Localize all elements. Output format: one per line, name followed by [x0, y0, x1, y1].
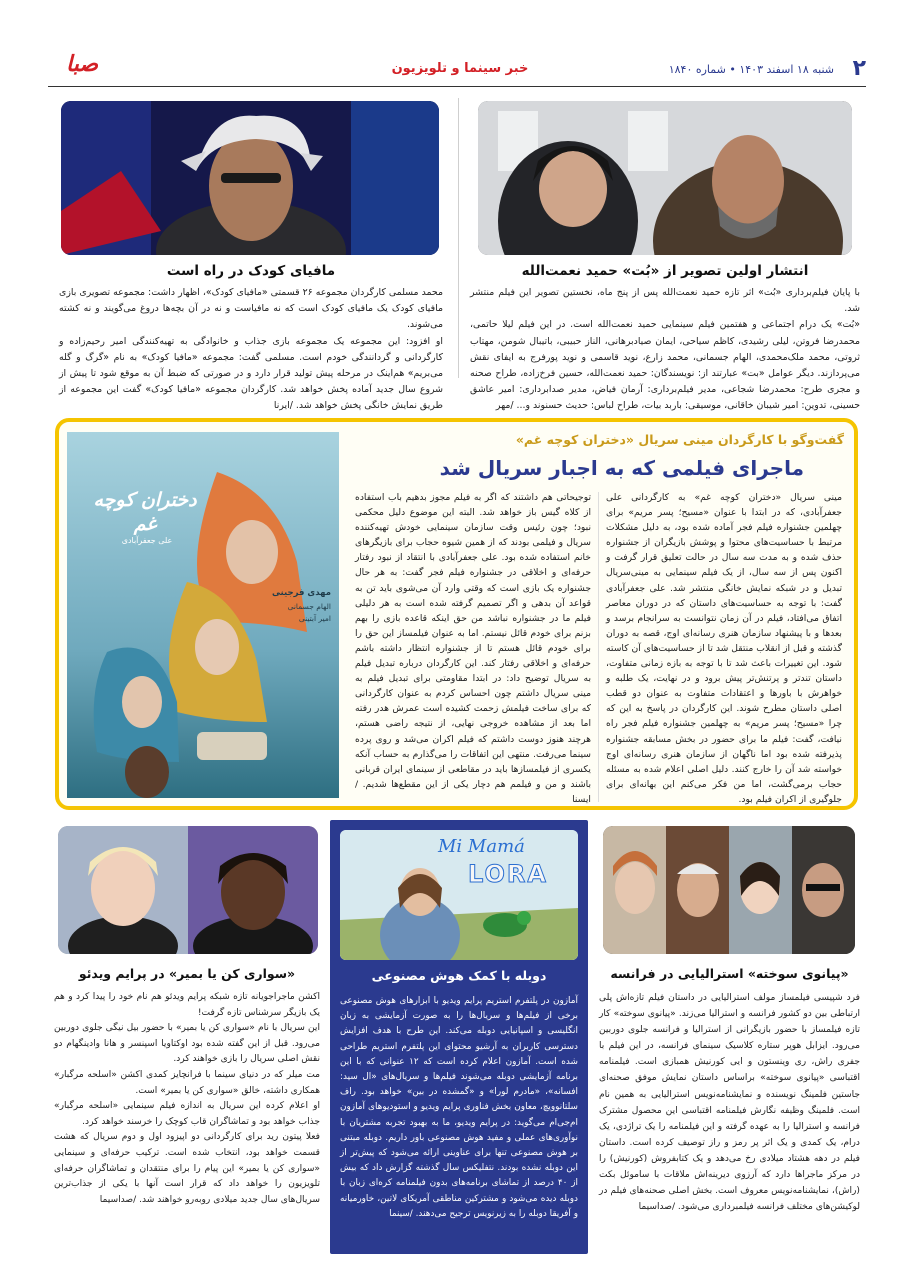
poster-name-3: امیر آبتینی: [298, 614, 331, 623]
article-ride-p4: او اعلام کرده این سریال به اندازه فیلم سینمایی «اسلحه مرگبار» جذاب خواهد بود و تماشاگران قاب کوچک را خرسند خواهد کرد.: [54, 1101, 320, 1127]
poster-name-1: مهدی فرجینی: [271, 588, 331, 598]
poster-title: دختران کوچه غم: [93, 489, 197, 535]
article-ride-body: [54, 990, 320, 1208]
article-bot-title: انتشار اولین تصویر از «بُت» حمید نعمت‌الله: [521, 263, 809, 279]
photo-bot-film: [478, 101, 852, 255]
article-ride-p1: اکشن ماجراجویانه تازه شبکه پرایم ویدئو هم نام خود را پیدا کرد و هم یک بازیگر سرشناس تازه گرفت!: [54, 992, 320, 1018]
article-dubbing: [330, 820, 588, 1254]
article-mafia-body: [59, 285, 443, 415]
article-dubbing-body: [340, 994, 578, 1222]
photo-ride-or-die-cast: [58, 826, 318, 954]
article-ride-p2: این سریال با نام «سواری کن یا بمیر» با حضور بیل نیگی جلوی دوربین می‌رود. قبل از این گفته شده بود اوکتاویا اسپنسر و هانا وادینگهام دو نقش اصلی سریال را بازی خواهند کرد.: [54, 1023, 320, 1065]
feature-col-right: مینی سریال «دختران کوچه غم» به کارگردانی علی جعفرآبادی، که در ابتدا با عنوان «مسیح؛ پسر مریم» برای چهلمین جشنواره فیلم فجر آماده شده بود، به دلیل مشکلات مرتبط با حساسیت‌های محتوا و پوشش بازیگران از جشنواره حذف شده و به مدت سه سال در حالت تعلیق قرار گرفت و اکنون پس از سه سال، از یک فیلم سینمایی به مینی‌سریال تبدیل و در شبکه نمایش خانگی منتشر شد. علی جعفرآبادی گفت: با توجه به حساسیت‌های داستان که در دوران معاصر اتفاق می‌افتاد، فیلم در آن زمان نتوانست به سرانجام برسد و بعدها و با پیشنهاد سازمان هنری رسانه‌ای اوج، قصه به دوران گذشته و قبل از انقلاب منتقل شد تا از حساسیت‌های آن کاسته شود. این تغییرات باعث شد تا با توجه به بازه زمانی متفاوت، داستان تندتر و پرتنش‌تر پیش برود و در نهایت، یک طلبه و خواهرش با باورها و اعتقادات متفاوت به عنوان دو قطب اصلی داستان مطرح شوند. این کارگردان در پاسخ به این که چرا «مسیح؛ پسر مریم» به چهلمین جشنواره فیلم فجر راه نیافت، گفت: فیلم ما برای حضور در بخش مسابقه جشنواره پذیرفته شده بود اما ناگهان از سازمان هنری رسانه‌ای اوج خواسته شد آن را خارج کنند. دلیل اصلی اعلام شده به مسئله حجاب برمی‌گشت، اما من فکر می‌کنم این بهانه‌ای برای جلوگیری از اکران فیلم بود.: [606, 492, 842, 805]
poster-director: علی جعفرآبادی: [121, 536, 173, 545]
issue-date: شنبه ۱۸ اسفند ۱۴۰۳ • شماره ۱۸۴۰: [668, 63, 834, 76]
feature-title: ماجرای فیلمی که به اجبار سریال شد: [439, 456, 804, 480]
article-ride-title: «سواری کن یا بمیر» در پرایم ویدئو: [78, 966, 296, 981]
poster-mi-mama: Mi Mamá: [438, 836, 525, 857]
article-piano-title: «پیانوی سوخته» استرالیایی در فرانسه: [610, 966, 849, 981]
article-bot: [470, 95, 860, 412]
article-ride-or-die: [52, 820, 322, 1250]
article-mafia-title: مافیای کودک در راه است: [166, 263, 336, 279]
article-bot-p2: «بُت» یک درام اجتماعی و هفتمین فیلم سینمایی حمید نعمت‌الله است. در این فیلم لیلا حاتمی، محمدرضا فروتن، لیلی رشیدی، کاظم سیاحی، ایمان صیادبرهانی، الناز حبیبی، باتیبال شومن، مهتاب ثروتی، محمد ملک‌محمدی، الهام جسمانی، محمد زارع، نوید قاسمی و نوید پورفرج به ایفای نقش می‌پردازند. دیگر عوامل «بت» عبارتند از: نویسندگان: حمید نعمت‌الله، حسین فرخ‌زاده، طراح صحنه و مجری طرح: محمدرضا شجاعی، مدیر فیلم‌برداری: آرمان فیاض، مدیر صدابرداری: امیر عاشق حسینی، تدوین: امیر شیبان خاقانی، موسیقی: باربد بیات، طراح لباس: حدیث حسنوند و... /مهر: [470, 319, 860, 412]
article-ride-p3: مت میلر که در دنیای سینما با فرانچایز کمدی اکشن «اسلحه مرگبار» همکاری داشته، خالق «سواری کن یا بمیر» است.: [54, 1069, 320, 1096]
section-title: خبر سینما و تلویزیون: [391, 61, 529, 76]
article-bot-body: [470, 285, 860, 415]
article-mafia: [55, 95, 447, 412]
article-ride-p5: فعلا پیتون رید برای کارگردانی دو اپیزود اول و دوم سریال که هشت قسمت خواهد بود، انتخاب شده است. ترکیب حرفه‌ای و سینمایی «سواری کن یا بمیر» این پیام را برای منتقدان و تماشاگران حرفه‌ای تلویزیون را خواهد داد که قرار است آنها با یکی از جذاب‌ترین سریال‌های سال جدید میلادی روبه‌رو خواهند شد. /صداسیما: [54, 1132, 320, 1205]
series-poster: [67, 432, 339, 798]
photo-piano-cast: [603, 826, 855, 954]
header-rule: [48, 86, 866, 87]
column-divider: [458, 98, 459, 378]
article-piano-body: [599, 990, 860, 1215]
article-dubbing-p1: آمازون در پلتفرم استریم پرایم ویدیو با ابزارهای هوش مصنوعی برخی از فیلم‌ها و سریال‌ها را به صورت آزمایشی به زبان انگلیسی و اسپانیایی دوبله می‌کند. این طرح با هدف افزایش دسترسی کاربران به آرشیو محتوای این پلتفرم استریم طراحی شده است. آمازون اعلام کرده است که ۱۲ عنوانی که با این برنامه آزمایشی دوبله می‌شوند فیلم‌ها و سریال‌های «ال سید: افسانه»، «مادرم لورا» و «گمشده در بین» خواهد بود. راف سلتانوویچ، معاون بخش فناوری پرایم ویدیو و استودیوهای آمازون ام‌جی‌ام می‌گوید: در پرایم ویدیو، ما به بهبود تجربه مشتریان با نوآوری‌های عملی و مفید هوش مصنوعی باور داریم. دوبله مبتنی بر هوش مصنوعی تنها برای عناوینی ارائه می‌شود که پیش‌تر از این دوبله نشده بودند. نتفلیکس سال گذشته گزارش داد که بیش از ۴۰ درصد از تماشای برنامه‌های بدون فیلمنامه کره‌ای زبان با دوبله دیده می‌شود و مشترکین مناطقی آمریکای لاتین، خاورمیانه و آفریقا دوبله را به زیرنویس ترجیح می‌دهند. /سینما: [340, 996, 578, 1219]
article-mafia-p1: محمد مسلمی کارگردان مجموعه ۲۶ قسمتی «مافیای کودک»، اظهار داشت: مجموعه تصویری بازی مافیای کودک یک مافیای کودک است که نه مافیاست و نه در آن بچه‌ها دروغ می‌گویند و نه کشته می‌شوند.: [59, 287, 443, 331]
feature-col-left: توجیحاتی هم داشتند که اگر به فیلم مجوز بدهیم باب استفاده از کلاه گیس باز خواهد شد. البته این موضوع دلیل محکمی نبود؛ چون رئیس وقت سازمان سینمایی خودش تهیه‌کننده سریال و فیلمی بودند که از همین شیوه حجاب برای بازیگرهای خانم استفاده شده بود. علی جعفرآبادی با انتقاد از نبود رفتار حرفه‌ای و اخلاقی در جشنواره فیلم فجر گفت: به هر حال جشنواره یک بازی است که وقتی وارد آن می‌شوی باید تن به قواعد آن بدهی و اگر تصمیم گرفته شده است به هر دلیلی فیلم ما در جشنواره نباشد من حق اینکه قاعده بازی را بهم بزنم برای خودم قائل نیستم. اما به عنوان فیلمساز این حق را برای خودم قائل هستم تا از جشنواره انتظار داشته باشم حرفه‌ای و اخلاقی رفتار کند. این کارگردان درباره تبدیل فیلم به سریال توضیح داد: در ابتدا مقاومتی برای تبدیل فیلم به مینی سریال داشتم چون احساس کردم به عنوان کارگردانی که برای ساخت فیلمش زحمت کشیده است عمرش هدر رفته اما بعد از مشاهده خروجی نهایی، از نتیجه راضی هستم، هرچند هنوز دوست داشتم که فیلم اکران می‌شد و روی پرده سینما می‌رفت. منتهی این اتفاقات را می‌گذارم به حساب آنکه یکسری از فیلمسازها باید در مقاطعی از سینمای ایران قربانی باشند و من و فیلمم هم دچار یکی از این مقطع‌ها شدیم. /ایسنا: [355, 492, 591, 805]
photo-ride-faces: [58, 826, 318, 954]
poster-name-2: الهام جسمانی: [287, 602, 331, 611]
article-piano-p1: فرد شپیسی فیلمساز مولف استرالیایی در داستان فیلم تازه‌اش پلی ارتباطی بین دو کشور فرانسه و استرالیا می‌زند. «پیانوی سوخته» کار تازه فیلمساز با حضور بازیگرانی از استرالیا و فرانسه جلوی دوربین می‌رود. ایزابل هوپر ستاره کلاسیک سینمای فرانسه، در این فیلم با جفری راش، ری وینستون و ایی کورنیش همبازی است. فیلمنامه اقتباسی «پیانوی سوخته» براساس داستان نمایش موفق صحنه‌ای جاستین فلمینگ نویسنده و نمایشنامه‌نویس استرالیایی به همین نام است. فلمینگ وظیفه نگارش فیلمنامه اقتباسی این محصول مشترک فرانسه و استرالیا را به عهده گرفته و این فیلمنامه را یک تراژدی، یک درام، یک کمدی و یک اثر پر رمز و راز توصیف کرده است. داستان فیلم در دهه هشتاد میلادی رخ می‌دهد و یک کتابفروش (کورنیش) را در مرکز ماجراها دارد که آرزوی دیرینه‌اش ملاقات با ساموئل بکت (راش)، نمایشنامه‌نویس معروف است. بخش اصلی صحنه‌های فیلم در لوکیشن‌های مختلف فرانسه فیلمبرداری می‌شود. /صداسیما: [599, 993, 860, 1213]
newspaper-logo: صبا: [65, 52, 99, 77]
photo-mafia-scene: [61, 101, 439, 255]
article-bot-p1: با پایان فیلم‌برداری «بُت» اثر تازه حمید نعمت‌الله پس از پنج ماه، نخستین تصویر این فیلم منتشر شد.: [470, 287, 860, 315]
feature-box: [55, 418, 858, 810]
page-number: ۲: [852, 56, 866, 81]
feature-col-divider: [598, 492, 599, 802]
article-mafia-p2: او افزود: این مجموعه یک مجموعه بازی جذاب و خانوادگی به تهیه‌کنندگی امیر رحیم‌زاده و کارگردانی و گردانندگی خودم است. مسلمی گفت: مجموعه «مافیا کودک» به نام «گرگ و گله می‌بریم» هم‌اینک در مرحله پیش تولید قرار دارد و در صورتی که ضبط آن به موقع شود تا پیش از شروع سال جدید آماده پخش خواهد شد. کارگردان مجموعه «مافیا کودک» گفت این مجموعه از طریق نمایش خانگی پخش خواهد شد. /ایرنا: [59, 335, 443, 412]
photo-bot-scene: [478, 101, 852, 255]
photo-mi-mama-lora: [340, 830, 578, 960]
page-header: [0, 0, 914, 90]
article-dubbing-title: دوبله با کمک هوش مصنوعی: [371, 968, 547, 983]
poster-lora: LORA: [468, 860, 548, 888]
feature-kicker: گفت‌وگو با کارگردان مینی سریال «دختران کوچه غم»: [515, 432, 844, 447]
photo-piano-faces: [603, 826, 855, 954]
article-piano: [597, 820, 862, 1250]
photo-mafia: [61, 101, 439, 255]
